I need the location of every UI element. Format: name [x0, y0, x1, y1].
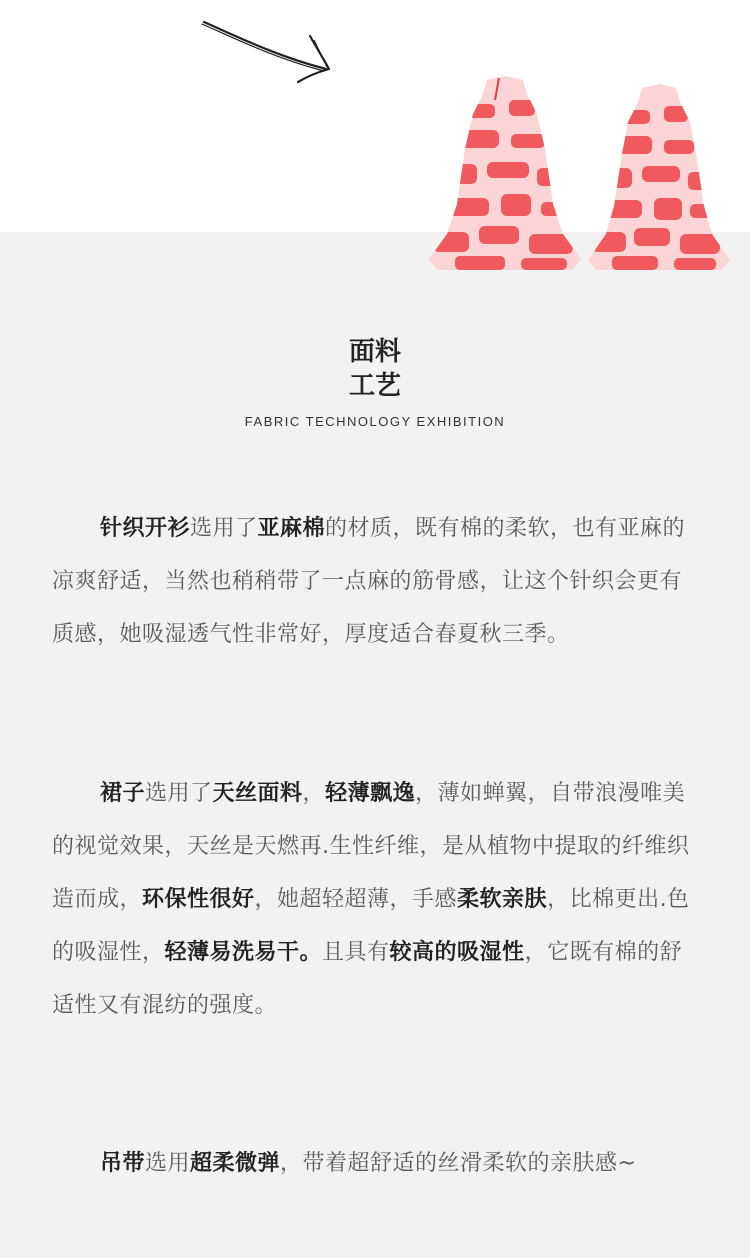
body-text: ，她超轻超薄，手感 — [254, 887, 458, 912]
highlight-text: 针织开衫 — [100, 516, 191, 541]
body-text: 选用了 — [145, 781, 213, 806]
body-text: 的材质，既有棉的柔软，也有亚麻的凉爽舒适，当然也稍稍带了一点麻的筋骨感，让这个针织会更有质感，她吸湿透气性非常好，厚度适合春夏秋三季。 — [52, 516, 686, 647]
highlight-text: 吊带 — [100, 1151, 146, 1176]
body-text: ，比棉更出.色的吸湿性， — [52, 887, 690, 965]
section-title: 面料 — [348, 337, 401, 367]
body-text: ，薄如蝉翼，自带浪漫唯美的视觉效果，天丝是天燃再.生性纤维，是从植物中提取的纤维织造而成， — [52, 781, 690, 912]
body-text: ， — [302, 781, 326, 806]
highlight-text: 轻薄易洗易干。 — [164, 940, 323, 965]
body-text: ，它既有棉的舒适性又有混纺的强度。 — [52, 940, 683, 1018]
highlight-text: 亚麻棉 — [257, 516, 326, 541]
highlight-text: 环保性很好 — [142, 887, 255, 912]
dress-icon — [425, 74, 585, 274]
body-text: 选用了 — [190, 516, 258, 541]
section-title: 工艺 — [348, 371, 401, 401]
highlight-text: 轻薄飘逸 — [325, 781, 416, 806]
highlight-text: 柔软亲肤 — [457, 887, 548, 912]
highlight-text: 裙子 — [100, 781, 146, 806]
highlight-text: 超柔微弹 — [190, 1151, 281, 1176]
paragraph-camisole — [52, 1137, 702, 1190]
body-text: ，带着超舒适的丝滑柔软的亲肤感~ — [280, 1151, 637, 1176]
hand-drawn-arrow-icon — [196, 14, 341, 94]
section-subtitle: FABRIC TECHNOLOGY EXHIBITION — [244, 414, 506, 429]
highlight-text: 较高的吸湿性 — [389, 940, 525, 965]
paragraph-knit-cardigan — [52, 502, 702, 661]
paragraph-skirt — [52, 767, 702, 1032]
highlight-text: 天丝面料 — [212, 781, 303, 806]
dress-icon — [584, 82, 734, 274]
body-text: 选用 — [145, 1151, 191, 1176]
body-text: 且具有 — [322, 940, 390, 965]
